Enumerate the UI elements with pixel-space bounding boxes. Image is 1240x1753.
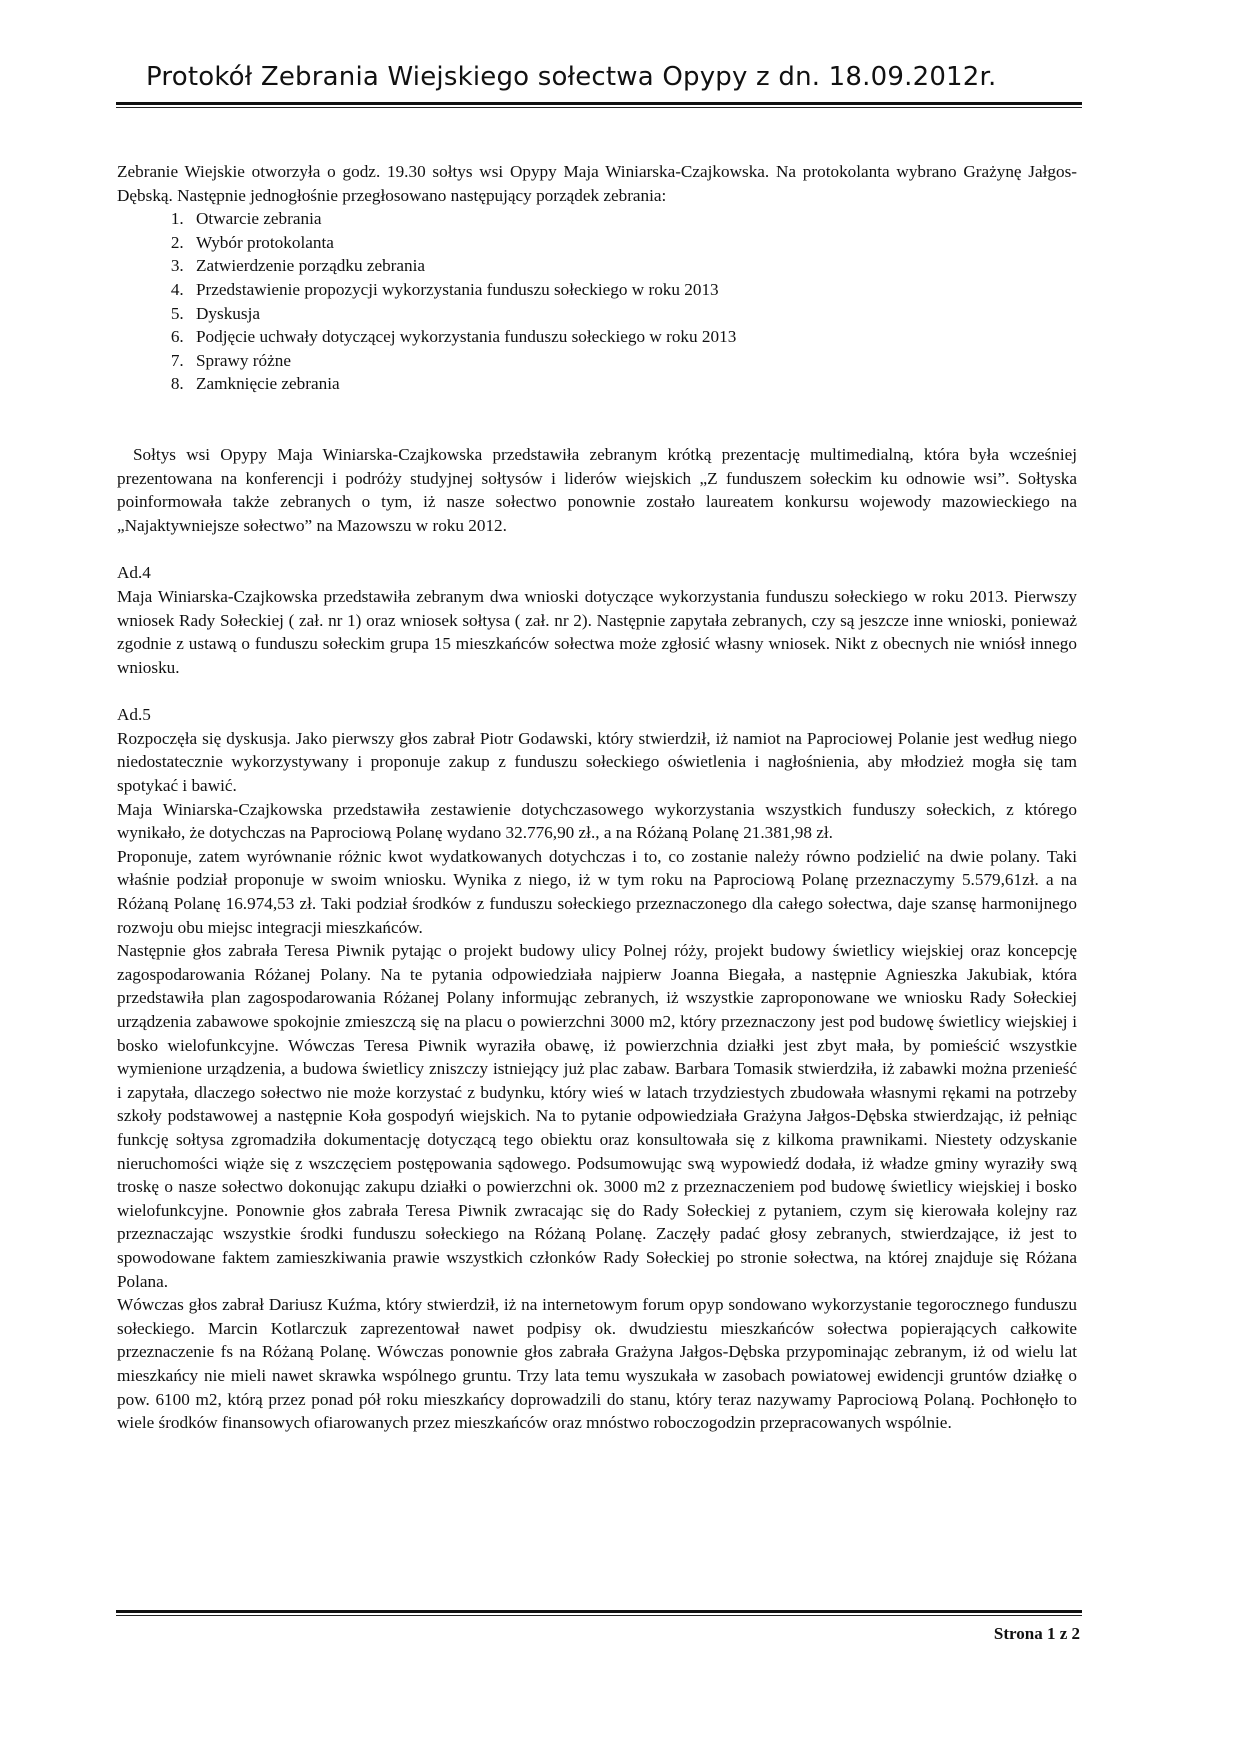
agenda-item: 2. Wybór protokolanta <box>188 231 1077 255</box>
ad5-paragraph: Proponuje, zatem wyrównanie różnic kwot wydatkowanych dotychczas i to, co zostanie należy równo podzielić na dwie polany. Taki właśnie podział proponuje w swoim wniosku. Wynika z niego, iż w tym roku na Paprociową Polanę przeznaczymy 5.579,61zł. a na Różaną Polanę 16.974,53 zł. Taki podział środków z funduszu sołeckiego przeznaczonego dla całego sołectwa, daje szansę harmonijnego rozwoju obu miejsc integracji mieszkańców. <box>117 846 1077 937</box>
ad5-heading: Ad.5 <box>117 705 151 725</box>
agenda-item: 5. Dyskusja <box>188 302 1077 326</box>
header-rule-thin <box>116 107 1082 108</box>
spacer <box>117 679 1077 703</box>
page-number: Strona 1 z 2 <box>993 1624 1080 1643</box>
footer-rule <box>116 1610 1082 1613</box>
agenda-item: 7. Sprawy różne <box>188 349 1077 373</box>
page-title: Protokół Zebrania Wiejskiego sołectwa Opypy z dn. 18.09.2012r. <box>146 62 997 92</box>
agenda-list <box>117 207 1077 396</box>
ad4-heading: Ad.4 <box>117 563 151 583</box>
presentation-paragraph: Sołtys wsi Opypy Maja Winiarska-Czajkowska przedstawiła zebranym krótką prezentację multimedialną, która była wcześniej prezentowana na konferencji i podróży studyjnej sołtysów i liderów wiejskich „Z funduszem sołeckim ku odnowie wsi”. Sołtyska poinformowała także zebranych o tym, iż nasze sołectwo ponownie zostało laureatem konkursu wojewody mazowieckiego na „Najaktywniejsze sołectwo” na Mazowszu w roku 2012. <box>117 444 1077 535</box>
spacer <box>117 537 1077 561</box>
header-rule <box>116 102 1082 105</box>
ad5-paragraph: Rozpoczęła się dyskusja. Jako pierwszy głos zabrał Piotr Godawski, który stwierdził, iż namiot na Paprociowej Polanie jest według niego niedostatecznie wykorzystywany i proponuje zakup z funduszu sołeckiego oświetlenia i nagłośnienia, aby młodzież mogła się tam spotykać i bawić. <box>117 728 1077 796</box>
ad5-paragraph: Wówczas głos zabrał Dariusz Kuźma, który stwierdził, iż na internetowym forum opyp sondowano wykorzystanie tegorocznego funduszu sołeckiego. Marcin Kotlarczuk zaprezentował nawet podpisy ok. dwudziestu mieszkańców sołectwa popierających całkowite przeznaczenie fs na Różaną Polanę. Wówczas ponownie głos zabrała Grażyna Jałgos-Dębska przypominając zebranym, iż od wielu lat mieszkańcy nie mieli nawet skrawka wspólnego gruntu. Trzy lata temu wyszukała w zasobach powiatowej ewidencji gruntów działkę o pow. 6100 m2, którą przez ponad pół roku mieszkańcy doprowadzili do stanu, który teraz nazywamy Paprociową Polaną. Pochłonęło to wiele środków finansowych ofiarowanych przez mieszkańców oraz mnóstwo roboczogodzin przepracowanych wspólnie. <box>117 1295 1077 1433</box>
ad5-paragraph: Maja Winiarska-Czajkowska przedstawiła zestawienie dotychczasowego wykorzystania wszystkich funduszy sołeckich, z którego wynikało, że dotychczas na Paprociową Polanę wydano 32.776,90 zł., a na Różaną Polanę 21.381,98 zł. <box>117 799 1077 843</box>
ad5-paragraph: Następnie głos zabrała Teresa Piwnik pytając o projekt budowy ulicy Polnej róży, projekt budowy świetlicy wiejskiej oraz koncepcję zagospodarowania Różanej Polany. Na te pytania odpowiedziała najpierw Joanna Biegała, a następnie Agnieszka Jakubiak, która przedstawiła plan zagospodarowania Różanej Polany informując zebranych, iż wszystkie zaproponowane we wniosku Rady Sołeckiej urządzenia zabawowe spokojnie zmieszczą się na placu o powierzchni 3000 m2, który przeznaczony jest pod budowę świetlicy wiejskiej i bosko wielofunkcyjne. Wówczas Teresa Piwnik wyraziła obawę, iż powierzchnia działki jest zbyt mała, by pomieścić wszystkie wymienione urządzenia, a budowa świetlicy zniszczy istniejący już plac zabaw. Barbara Tomasik stwierdziła, iż zabawki można przenieść i zapytała, dlaczego sołectwo nie może korzystać z budynku, który wieś w latach trzydziestych zbudowała własnymi rękami na potrzeby szkoły podstawowej a następnie Koła gospodyń wiejskich. Na to pytanie odpowiedziała Grażyna Jałgos-Dębska stwierdzając, iż pełniąc funkcję sołtysa zgromadziła dokumentację dotyczącą tego obiektu oraz konsultowała się z kilkoma prawnikami. Niestety odzyskanie nieruchomości wiąże się z wszczęciem postępowania sądowego. Podsumowując swą wypowiedź dodała, iż władze gminy wyraziły swą troskę o nasze sołectwo dokonując zakupu działki o powierzchni ok. 3000 m2 z przeznaczeniem pod budowę świetlicy wiejskiej i bosko wielofunkcyjne. Ponownie głos zabrała Teresa Piwnik zwracając się do Rady Sołeckiej z pytaniem, czym się kierowała kolejny raz przeznaczając wszystkie środki funduszu sołeckiego na Różaną Polanę. Zaczęły padać głosy zebranych, stwierdzające, iż jest to spowodowane faktem zamieszkiwania prawie wszystkich członków Rady Sołeckiej po stronie sołectwa, na której znajduje się Różana Polana. <box>117 941 1077 1291</box>
document-body <box>117 160 1077 1435</box>
agenda-item: 1. Otwarcie zebrania <box>188 207 1077 231</box>
agenda-item: 8. Zamknięcie zebrania <box>188 372 1077 396</box>
agenda-item: 6. Podjęcie uchwały dotyczącej wykorzystania funduszu sołeckiego w roku 2013 <box>188 325 1077 349</box>
agenda-item: 3. Zatwierdzenie porządku zebrania <box>188 254 1077 278</box>
agenda-item: 4. Przedstawienie propozycji wykorzystania funduszu sołeckiego w roku 2013 <box>188 278 1077 302</box>
spacer <box>117 396 1077 443</box>
footer-rule-thin <box>116 1615 1082 1616</box>
intro-paragraph: Zebranie Wiejskie otworzyła o godz. 19.30 sołtys wsi Opypy Maja Winiarska-Czajkowska. Na protokolanta wybrano Grażynę Jałgos-Dębską. Następnie jednogłośnie przegłosowano następujący porządek zebrania: <box>117 162 1077 205</box>
ad4-paragraph: Maja Winiarska-Czajkowska przedstawiła zebranym dwa wnioski dotyczące wykorzystania funduszu sołeckiego w roku 2013. Pierwszy wniosek Rady Sołeckiej ( zał. nr 1) oraz wniosek sołtysa ( zał. nr 2). Następnie zapytała zebranych, czy są jeszcze inne wnioski, ponieważ zgodnie z ustawą o funduszu sołeckim grupa 15 mieszkańców sołectwa może zgłosić własny wniosek. Nikt z obecnych nie wniósł innego wniosku. <box>117 586 1077 677</box>
